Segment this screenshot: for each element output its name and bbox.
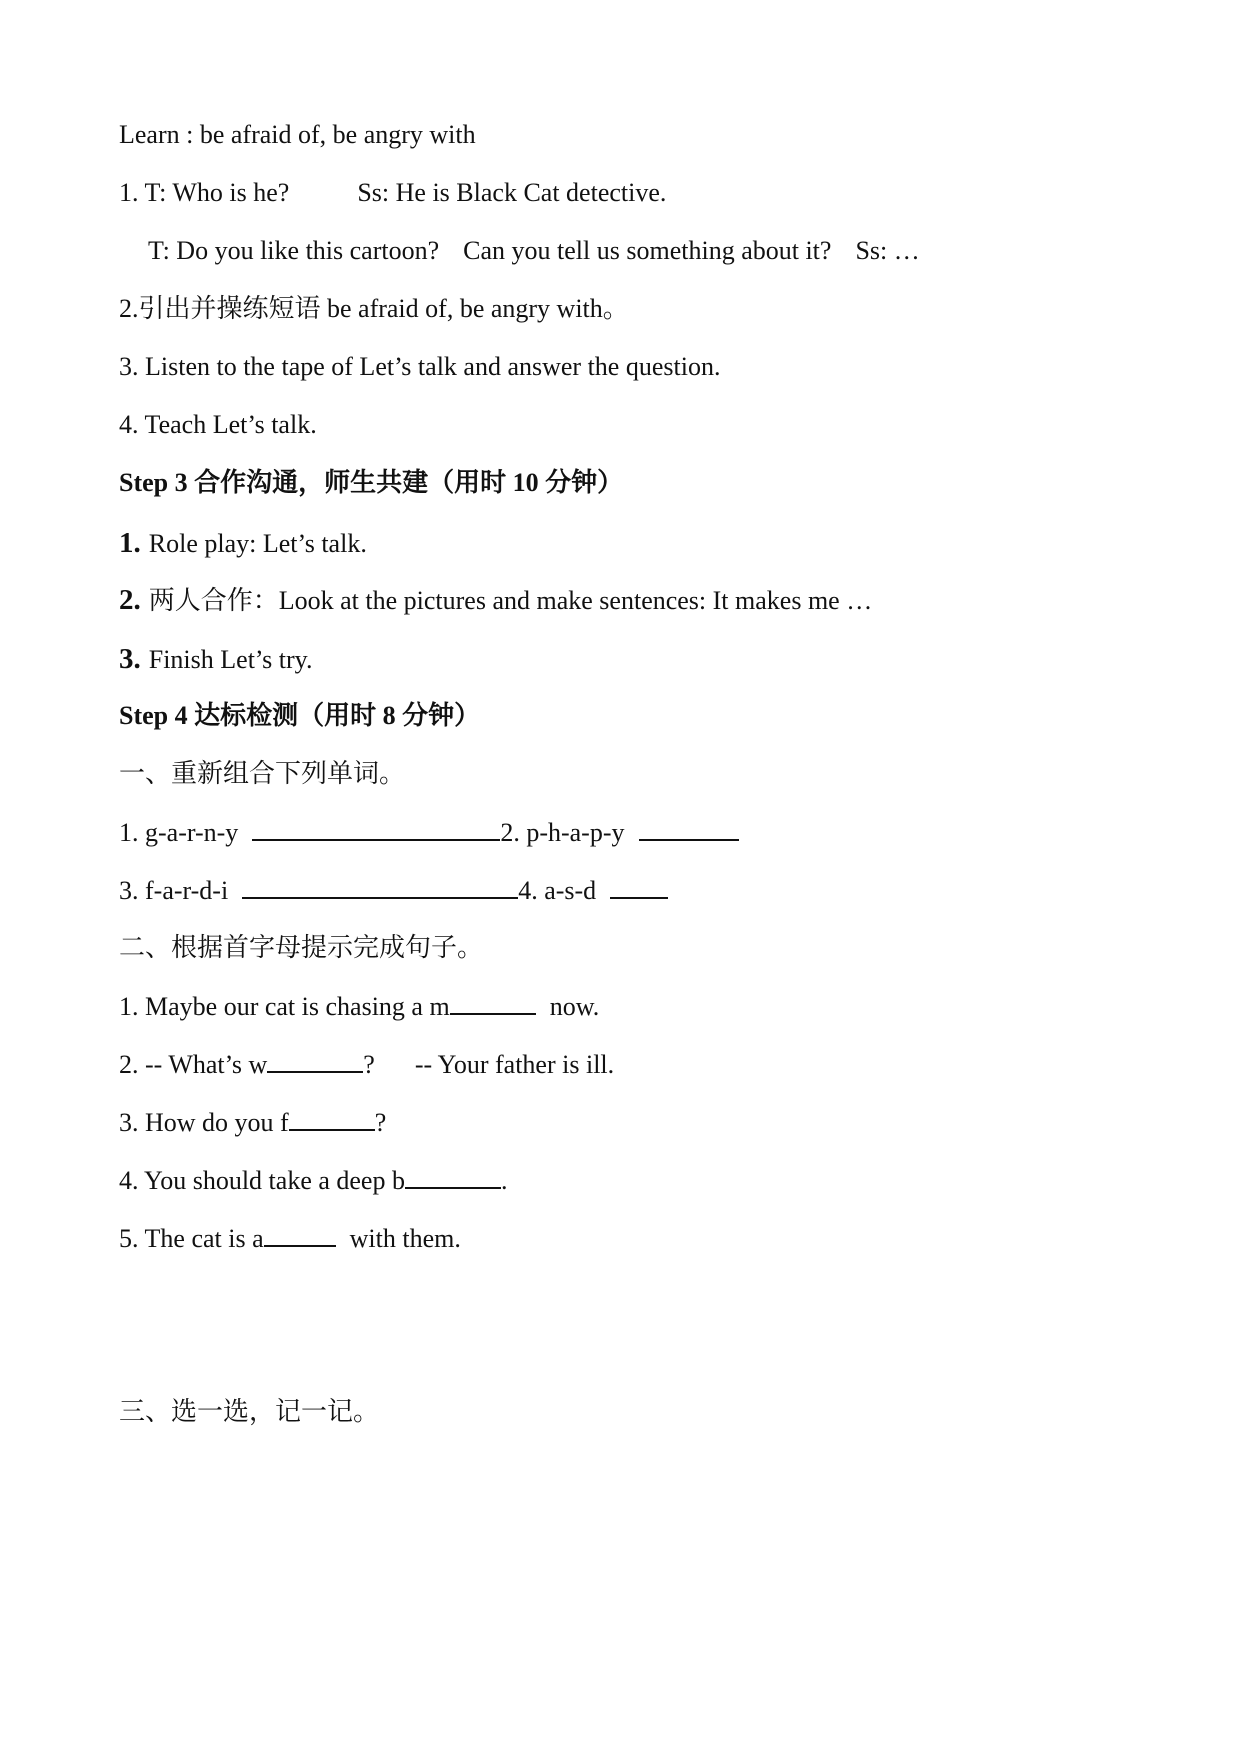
sentence-4-end: . (500, 1166, 508, 1195)
answer-blank[interactable] (267, 1047, 363, 1073)
step3-item-3-text: Finish Let’s try. (148, 645, 313, 674)
step3-item-1-text: Role play: Let’s talk. (148, 529, 367, 558)
sentence-5-end: with them. (349, 1224, 461, 1253)
sentence-3 (119, 1105, 386, 1140)
answer-blank[interactable] (252, 815, 500, 841)
scramble-1: 1. g-a-r-n-y (119, 818, 239, 847)
sentence-1 (119, 989, 599, 1024)
question-1b-tell: Can you tell us something about it? (463, 236, 832, 265)
scramble-2: 2. p-h-a-p-y (500, 818, 625, 847)
part1-row-1 (119, 815, 739, 850)
part3-title: 三、选一选，记一记。 (119, 1397, 380, 1426)
sentence-4-start: 4. You should take a deep b (119, 1166, 405, 1195)
answer-blank[interactable] (639, 815, 739, 841)
step3-item-3 (119, 642, 312, 677)
answer-blank[interactable] (242, 873, 518, 899)
question-2: 2.引出并操练短语 be afraid of, be angry with。 (119, 294, 629, 323)
sentence-2 (119, 1047, 614, 1082)
answer-blank[interactable] (450, 989, 536, 1015)
question-1b (148, 234, 920, 268)
question-1 (119, 176, 666, 210)
answer-blank[interactable] (289, 1105, 375, 1131)
sentence-5-start: 5. The cat is a (119, 1224, 264, 1253)
question-4: 4. Teach Let’s talk. (119, 410, 317, 439)
sentence-5 (119, 1221, 461, 1256)
step3-item-2-text: 两人合作：Look at the pictures and make sentences: It makes me … (148, 586, 873, 615)
step3-item-2 (119, 583, 872, 618)
question-1-students: Ss: He is Black Cat detective. (357, 178, 667, 207)
sentence-1-end: now. (549, 992, 600, 1021)
step4-heading: Step 4 达标检测（用时 8 分钟） (119, 701, 481, 730)
sentence-2-reply: -- Your father is ill. (414, 1050, 615, 1079)
sentence-4 (119, 1163, 507, 1198)
sentence-3-end: ? (374, 1108, 387, 1137)
learn-line: Learn : be afraid of, be angry with (119, 120, 476, 149)
question-3: 3. Listen to the tape of Let’s talk and answer the question. (119, 352, 721, 381)
scramble-4: 4. a-s-d (518, 876, 597, 905)
part1-row-2 (119, 873, 668, 908)
sentence-2-start: 2. -- What’s w (119, 1050, 268, 1079)
answer-blank[interactable] (610, 873, 668, 899)
sentence-1-start: 1. Maybe our cat is chasing a m (119, 992, 450, 1021)
part2-title: 二、根据首字母提示完成句子。 (119, 933, 484, 962)
answer-blank[interactable] (264, 1221, 336, 1247)
step3-item-1-number: 1. (119, 527, 141, 559)
scramble-3: 3. f-a-r-d-i (119, 876, 229, 905)
question-1b-students: Ss: … (855, 236, 920, 265)
question-1-teacher: 1. T: Who is he? (119, 178, 290, 207)
part1-title: 一、重新组合下列单词。 (119, 759, 406, 788)
step3-heading: Step 3 合作沟通，师生共建（用时 10 分钟） (119, 468, 624, 497)
step3-item-1 (119, 526, 367, 561)
question-1b-teacher: T: Do you like this cartoon? (148, 236, 440, 265)
sentence-3-start: 3. How do you f (119, 1108, 289, 1137)
answer-blank[interactable] (405, 1163, 501, 1189)
step3-item-3-number: 3. (119, 643, 141, 675)
sentence-2-mark: ? (363, 1050, 375, 1079)
step3-item-2-number: 2. (119, 584, 141, 616)
